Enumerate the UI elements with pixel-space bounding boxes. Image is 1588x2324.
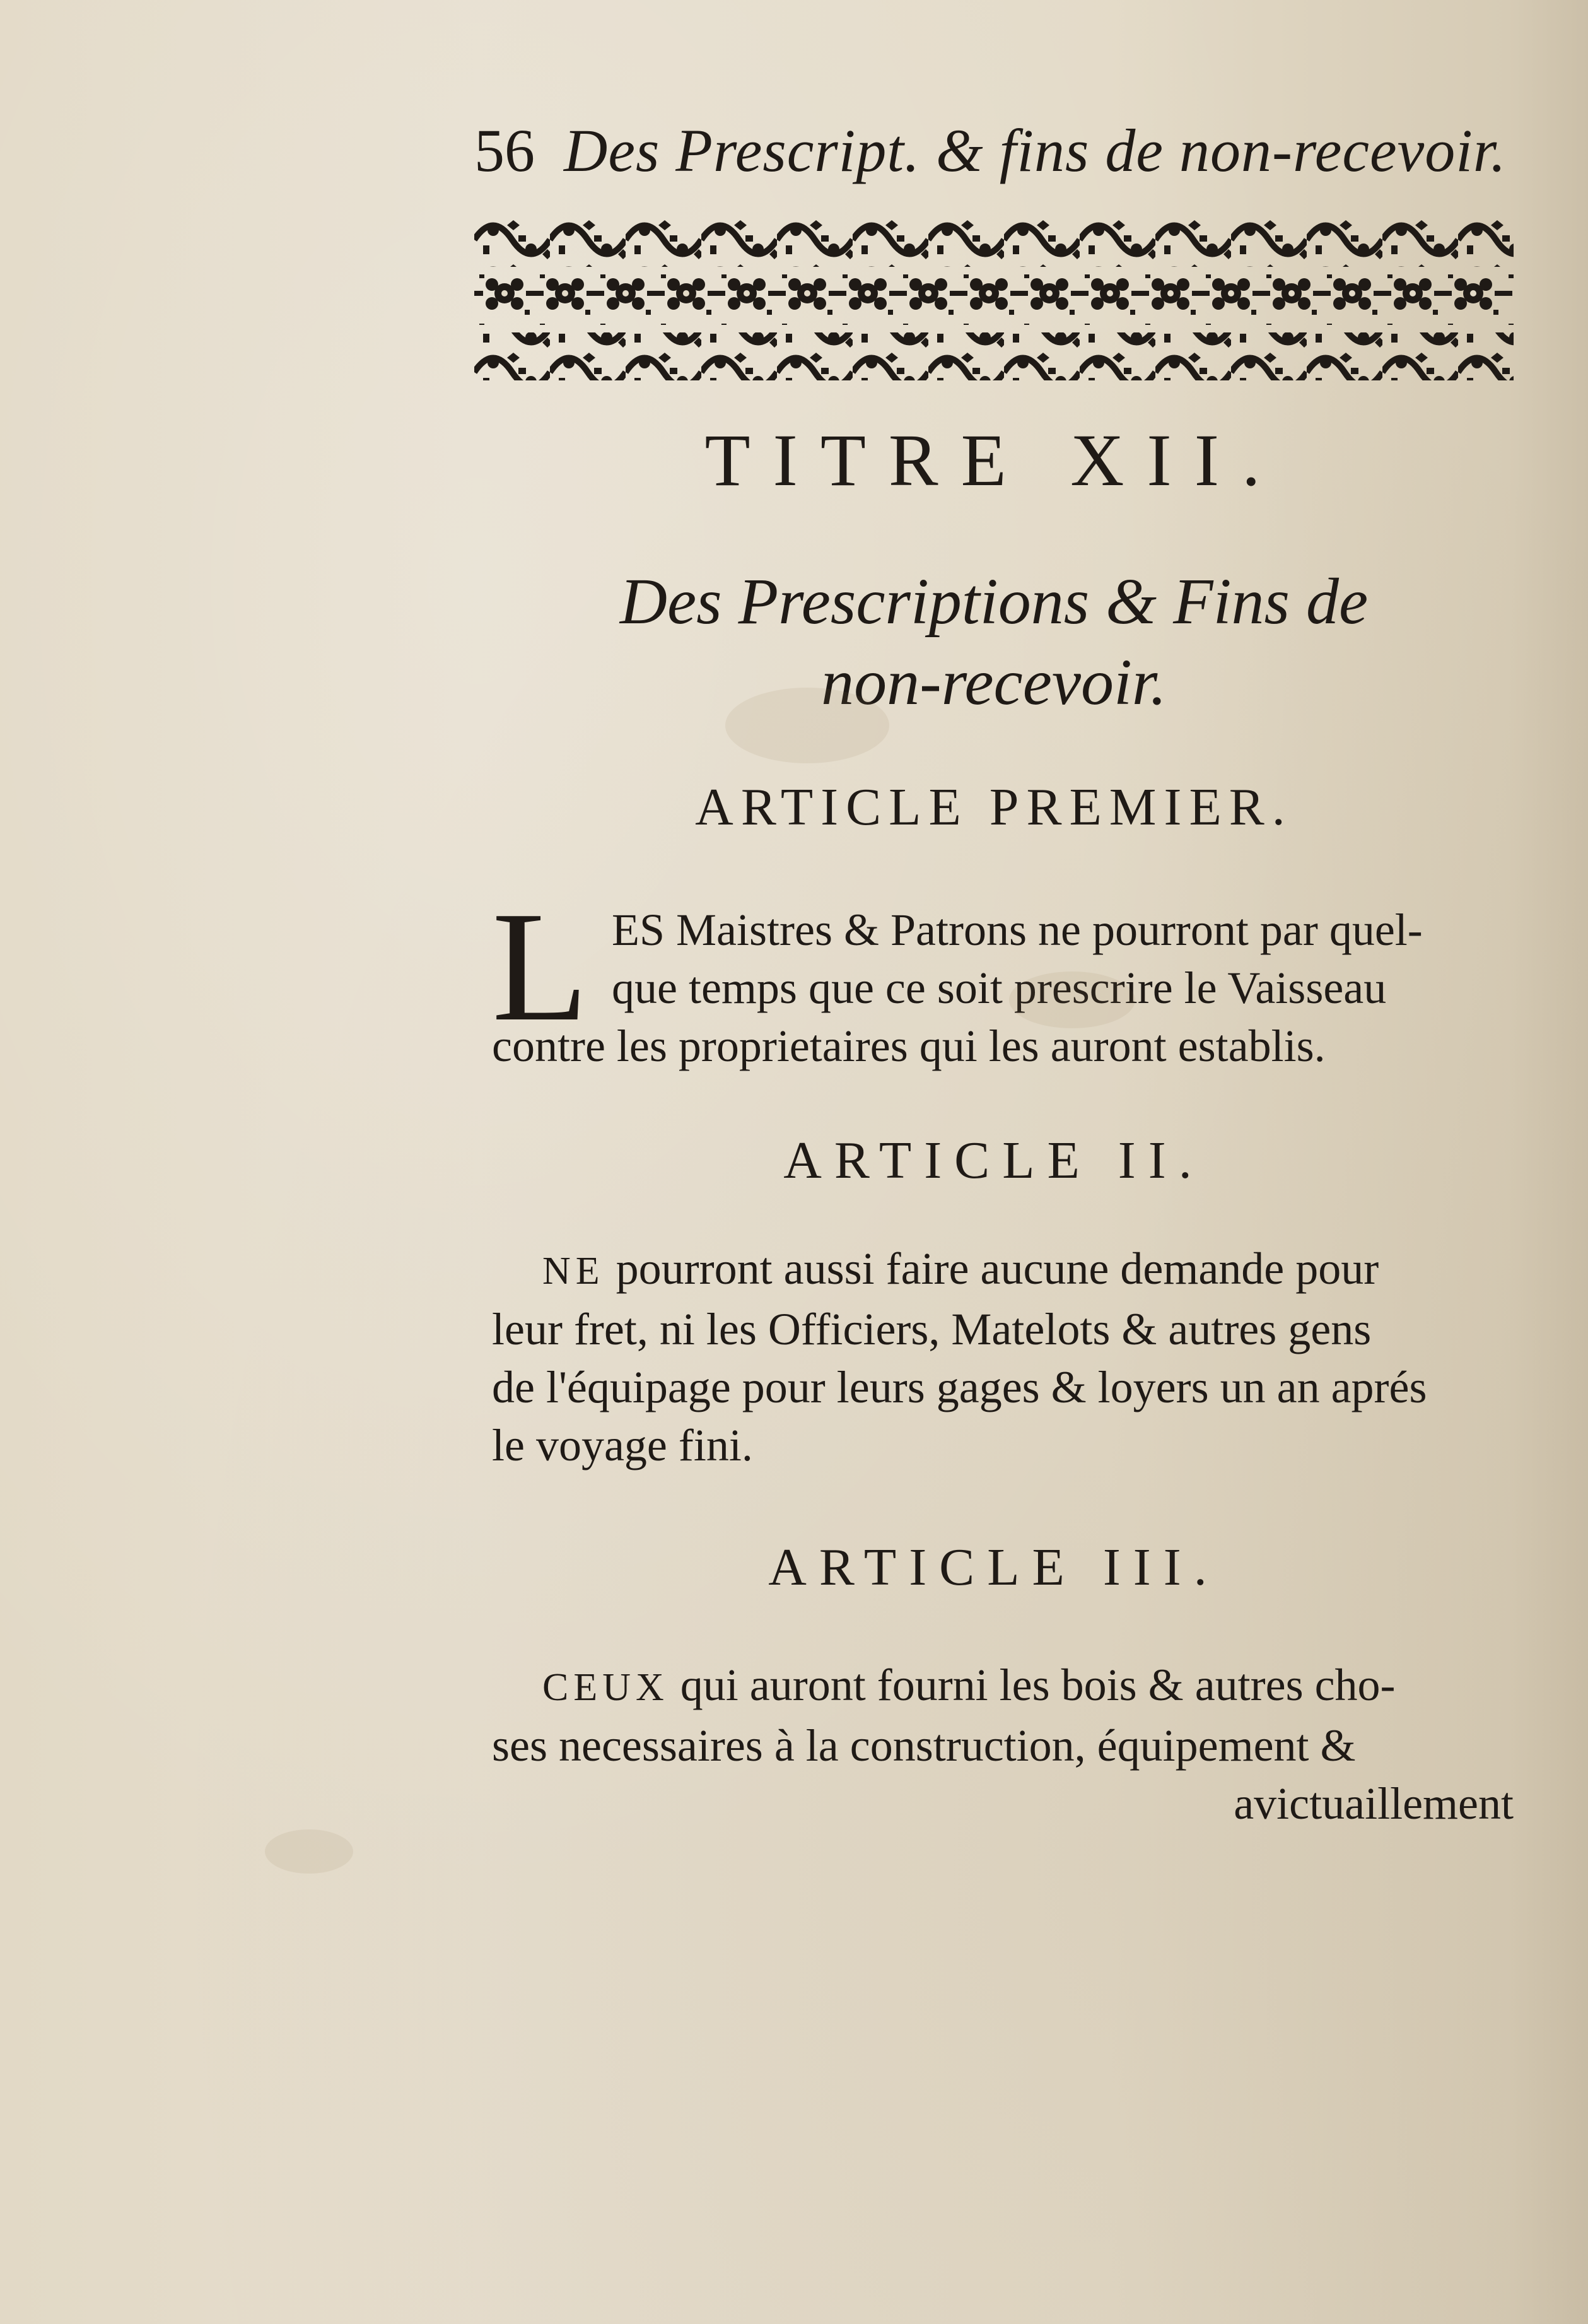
running-head (474, 109, 1540, 197)
title-subtitle (474, 561, 1514, 723)
article-2-line-1: NE pourront aussi faire aucune demande pour (542, 1243, 1379, 1294)
catchword: avictuaillement (1234, 1778, 1514, 1829)
article-1-line-3: contre les proprietaires qui les auront establis. (492, 1021, 1326, 1071)
subtitle-line-1: Des Prescriptions & Fins de (619, 565, 1369, 638)
running-title: Des Prescript. & fins de non-recevoir. (564, 117, 1507, 184)
article-2-line-2: leur fret, ni les Officiers, Matelots & autres gens (492, 1304, 1372, 1354)
page-number: 56 (474, 117, 535, 184)
article-1-line-2: que temps que ce soit prescrire le Vaisseau (612, 963, 1387, 1013)
paper-stain (1009, 971, 1135, 1028)
article-3-text (492, 1656, 1520, 1833)
article-3-lead: CEUX (542, 1666, 669, 1709)
fleuron-band-icon (474, 218, 1514, 380)
article-2-lead: NE (542, 1250, 605, 1293)
article-2-line-3: de l'équipage pour leurs gages & loyers un an aprés (492, 1362, 1427, 1412)
article-heading-1: ARTICLE PREMIER. (695, 778, 1293, 836)
article-heading-2: ARTICLE II. (783, 1131, 1205, 1190)
article-2-text (492, 1240, 1520, 1474)
article-3-line-2: ses necessaires à la construction, équipement & (492, 1720, 1356, 1771)
subtitle-line-2: non-recevoir. (821, 646, 1167, 719)
title-heading: TITRE XII. (704, 419, 1283, 502)
article-heading-3: ARTICLE III. (768, 1538, 1220, 1597)
paper-stain (725, 688, 889, 763)
article-2-line-4: le voyage fini. (492, 1420, 753, 1470)
article-3-line-1: CEUX qui auront fourni les bois & autres cho- (542, 1660, 1396, 1710)
drop-cap: L (492, 879, 588, 1054)
paper-stain (265, 1829, 353, 1874)
article-1-line-1: ES Maistres & Patrons ne pourront par quel- (612, 905, 1423, 955)
article-1-text (492, 879, 1520, 1090)
